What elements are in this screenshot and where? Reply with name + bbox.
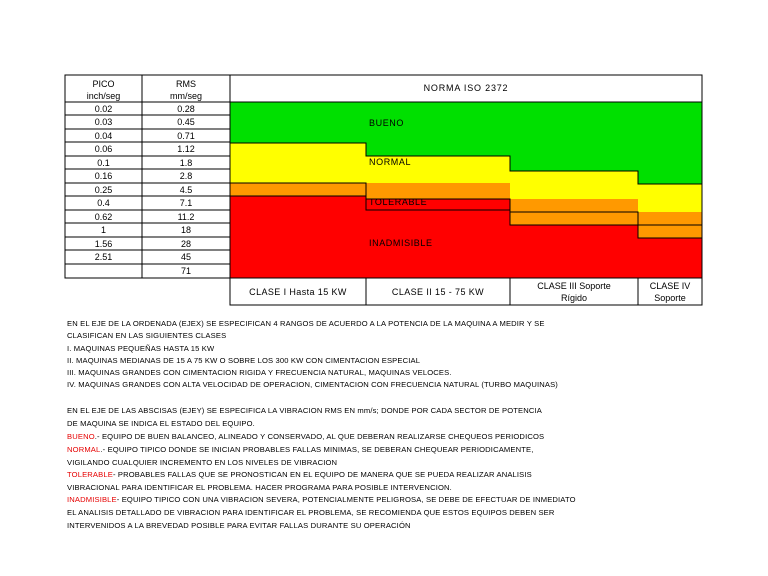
rms-cell: 18 bbox=[180, 224, 191, 235]
text-p2-line2: DE MAQUINA SE INDICA EL ESTADO DEL EQUIPO. bbox=[67, 419, 255, 428]
rms-cell: 45 bbox=[180, 251, 191, 262]
rms-cell: 0.28 bbox=[177, 103, 195, 114]
pico-cell: 0.1 bbox=[97, 157, 110, 168]
rms-cell: 7.1 bbox=[179, 197, 193, 208]
text-tolerable-line2: VIBRACIONAL PARA IDENTIFICAR EL PROBLEMA. HACER PROGRAMA PARA POSIBLE INTERVENCION. bbox=[67, 483, 452, 492]
zone-label-tolerable: TOLERABLE bbox=[369, 197, 428, 207]
text-p1-line6: IV. MAQUINAS GRANDES CON ALTA VELOCIDAD DE OPERACION, CIMENTACION CON FRECUENCIA NATURAL (TURBO MAQUINAS) bbox=[67, 380, 558, 389]
pico-cell: 0.4 bbox=[97, 197, 110, 208]
zone-label-bueno: BUENO bbox=[369, 118, 405, 128]
pico-cell: 0.16 bbox=[94, 170, 113, 181]
pico-cell bbox=[65, 265, 142, 278]
pico-cell: 0.03 bbox=[94, 116, 113, 127]
text-inadmisible-line2: EL ANALISIS DETALLADO DE VIBRACION PARA IDENTIFICAR EL PROBLEMA, SE RECOMIENDA QUE ESTOS EQUIPOS DEBEN SER bbox=[67, 508, 555, 517]
text-p1-line1: EN EL EJE DE LA ORDENADA (EJEX) SE ESPECIFICAN 4 RANGOS DE ACUERDO A LA POTENCIA DE LA MAQUINA A MEDIR Y SE bbox=[67, 319, 545, 328]
class-3: CLASE III Soporte Rígido bbox=[537, 280, 611, 303]
normal-term: NORMAL bbox=[67, 445, 101, 454]
rms-cell: 2.8 bbox=[179, 170, 193, 181]
text-p1-line2: CLASIFICAN EN LAS SIGUIENTES CLASES bbox=[67, 331, 227, 340]
pico-cell: 1 bbox=[100, 224, 106, 235]
text-tolerable: TOLERABLE- PROBABLES FALLAS QUE SE PRONOSTICAN EN EL EQUIPO DE MANERA QUE SE PUEDA REALIZAR ANALISIS bbox=[67, 470, 532, 479]
rms-cell: 1.12 bbox=[177, 143, 195, 154]
pico-cell: 0.02 bbox=[94, 103, 113, 114]
text-p1-line5: III. MAQUINAS GRANDES CON CIMENTACION RIGIDA Y FRECUENCIA NATURAL, MAQUINAS VELOCES. bbox=[67, 368, 452, 377]
pico-cell: 0.62 bbox=[94, 211, 113, 222]
text-inadmisible: INADMISIBLE- EQUIPO TIPICO CON UNA VIBRACION SEVERA, POTENCIALMENTE PELIGROSA, SE DEBE DE EFECTUAR DE INMEDIATO bbox=[67, 495, 576, 504]
pico-cell: 2.51 bbox=[94, 251, 113, 262]
rms-cell: 0.45 bbox=[177, 116, 195, 127]
bueno-term: BUENO bbox=[67, 432, 95, 441]
text-bueno: BUENO.- EQUIPO DE BUEN BALANCEO, ALINEADO Y CONSERVADO, AL QUE DEBERAN REALIZARSE CHEQUEOS PERIODICOS bbox=[67, 432, 545, 441]
rms-cell: 0.71 bbox=[177, 130, 195, 141]
class-2: CLASE II 15 - 75 KW bbox=[391, 286, 485, 297]
pico-cell: 0.06 bbox=[94, 143, 113, 154]
inadmisible-term: INADMISIBLE bbox=[67, 495, 117, 504]
norma-title: NORMA ISO 2372 bbox=[423, 83, 509, 93]
text-p1-line4: II. MAQUINAS MEDIANAS DE 15 A 75 KW O SOBRE LOS 300 KW CON CIMENTACION ESPECIAL bbox=[67, 356, 421, 365]
rms-cell: 1.8 bbox=[179, 157, 193, 168]
pico-header: PICO inch/seg bbox=[86, 79, 121, 101]
rms-cell: 4.5 bbox=[179, 184, 193, 195]
text-inadmisible-line3: INTERVENIDOS A LA BREVEDAD POSIBLE PARA EVITAR FALLAS DURANTE SU OPERACIÓN bbox=[67, 521, 411, 530]
pico-cell: 1.56 bbox=[94, 238, 113, 249]
rms-cell: 28 bbox=[180, 238, 191, 249]
pico-cell: 0.04 bbox=[94, 130, 113, 141]
text-p1-line3: I. MAQUINAS PEQUEÑAS HASTA 15 KW bbox=[67, 344, 215, 353]
text-normal-line2: VIGILANDO CUALQUIER INCREMENTO EN LOS NIVELES DE VIBRACION bbox=[67, 458, 338, 467]
pico-cell: 0.25 bbox=[94, 184, 113, 195]
text-p2-line1: EN EL EJE DE LAS ABSCISAS (EJEY) SE ESPECIFICA LA VIBRACION RMS EN mm/s; DONDE POR CADA SECTOR DE POTENCIA bbox=[67, 406, 543, 415]
zone-label-normal: NORMAL bbox=[369, 157, 412, 167]
rms-cell: 11.2 bbox=[177, 211, 195, 222]
zone-label-inadmisible: INADMISIBLE bbox=[369, 238, 433, 248]
class-4: CLASE IV Soporte bbox=[649, 280, 691, 303]
zone-tolerable bbox=[230, 183, 366, 196]
text-normal: NORMAL.- EQUIPO TIPICO DONDE SE INICIAN PROBABLES FALLAS MINIMAS, SE DEBERAN CHEQUEAR PERIODICAMENTE, bbox=[67, 445, 534, 454]
tolerable-term: TOLERABLE bbox=[67, 470, 113, 479]
rms-cell: 71 bbox=[180, 265, 191, 276]
class-1: CLASE I Hasta 15 KW bbox=[249, 286, 347, 297]
rms-header: RMS mm/seg bbox=[169, 79, 202, 101]
